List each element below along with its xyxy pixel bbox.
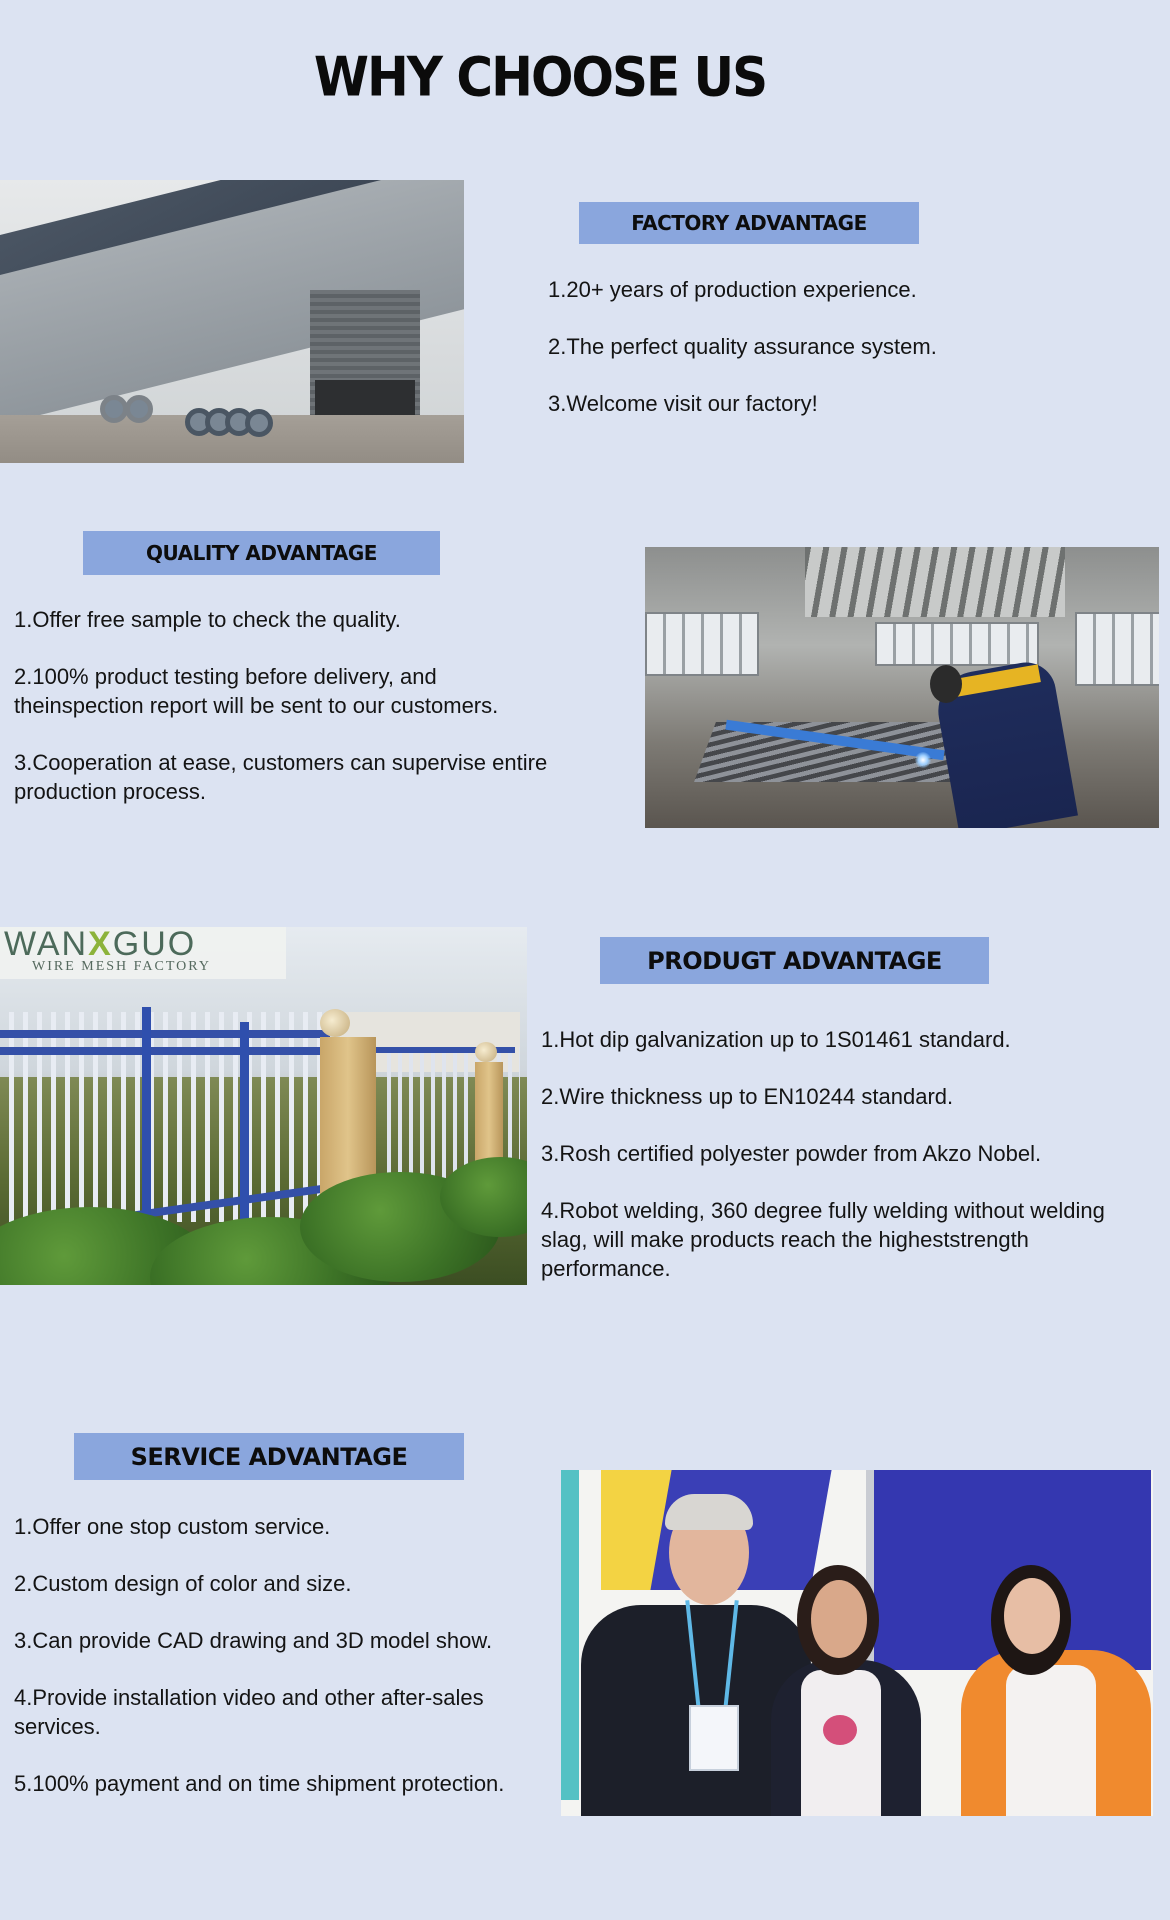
welding-photo bbox=[645, 547, 1159, 828]
company-logo: WANXGUO WIRE MESH FACTORY bbox=[0, 927, 286, 979]
factory-advantage-heading: FACTORY ADVANTAGE bbox=[579, 202, 919, 244]
list-item: 1.Offer one stop custom service. bbox=[14, 1514, 331, 1539]
list-item: 1.Hot dip galvanization up to 1S01461 standard. bbox=[541, 1027, 1011, 1052]
list-item: 2.Wire thickness up to EN10244 standard. bbox=[541, 1084, 954, 1109]
fence-photo bbox=[0, 927, 527, 1285]
team-photo bbox=[561, 1470, 1153, 1816]
quality-advantage-heading: QUALITY ADVANTAGE bbox=[83, 531, 440, 575]
list-item: 1.20+ years of production experience. bbox=[548, 277, 917, 302]
logo-subtitle: WIRE MESH FACTORY bbox=[32, 959, 211, 974]
quality-advantage-list bbox=[14, 605, 554, 834]
list-item: 2.100% product testing before delivery, and theinspection report will be sent to our customers. bbox=[14, 664, 499, 718]
product-advantage-heading: PRODUGT ADVANTAGE bbox=[600, 937, 989, 984]
list-item: 2.The perfect quality assurance system. bbox=[548, 334, 937, 359]
service-advantage-heading: SERVICE ADVANTAGE bbox=[74, 1433, 464, 1480]
factory-photo bbox=[0, 180, 464, 463]
list-item: 2.Custom design of color and size. bbox=[14, 1571, 352, 1596]
list-item: 3.Welcome visit our factory! bbox=[548, 391, 818, 416]
factory-advantage-list bbox=[548, 275, 1108, 446]
product-advantage-list bbox=[541, 1025, 1141, 1311]
list-item: 4.Provide installation video and other after-sales services. bbox=[14, 1685, 484, 1739]
service-advantage-list bbox=[14, 1512, 574, 1826]
list-item: 5.100% payment and on time shipment protection. bbox=[14, 1771, 505, 1796]
list-item: 3.Can provide CAD drawing and 3D model show. bbox=[14, 1628, 493, 1653]
list-item: 1.Offer free sample to check the quality. bbox=[14, 607, 401, 632]
list-item: 3.Rosh certified polyester powder from Akzo Nobel. bbox=[541, 1141, 1042, 1166]
page-title: WHY CHOOSE US bbox=[313, 45, 767, 109]
list-item: 3.Cooperation at ease, customers can supervise entire production process. bbox=[14, 750, 548, 804]
list-item: 4.Robot welding, 360 degree fully welding without welding slag, will make products reach the higheststrength performance. bbox=[541, 1198, 1105, 1281]
